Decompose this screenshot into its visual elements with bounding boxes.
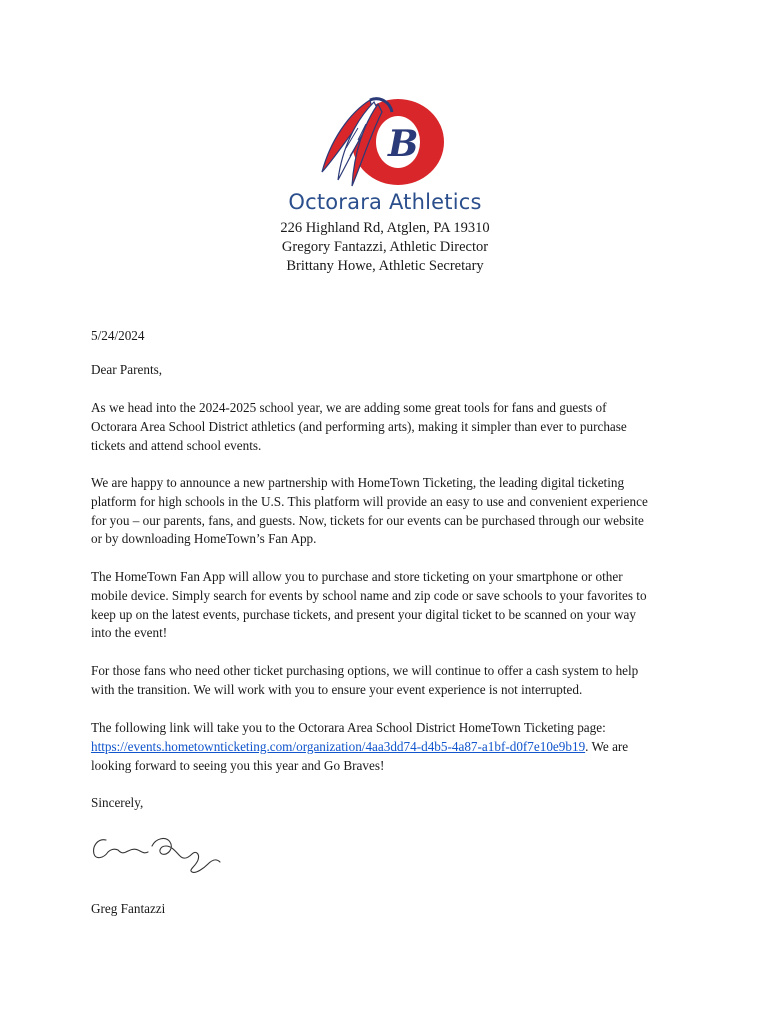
salutation: Dear Parents, [91, 362, 163, 377]
paragraph-line: tickets and attend school events. [91, 437, 262, 453]
paragraph-5 [91, 719, 686, 775]
letterhead [0, 219, 770, 276]
paragraph-line: The HomeTown Fan App will allow you to purchase and store ticketing on your smartphone or other [91, 569, 623, 584]
signer-name: Greg Fantazzi [91, 901, 166, 916]
paragraph-1 [91, 399, 686, 455]
paragraph-2 [91, 474, 686, 549]
paragraph-3 [91, 568, 686, 643]
octorara-braves-logo [318, 94, 450, 190]
paragraph-line: The following link will take you to the Octorara Area School District HomeTown Ticketing page: [91, 720, 606, 735]
paragraph-line: As we head into the 2024-2025 school year, we are adding some great tools for fans and guests of [91, 400, 607, 415]
secretary-line: Brittany Howe, Athletic Secretary [286, 258, 484, 274]
paragraph-line: or by downloading HomeTown’s Fan App. [91, 531, 317, 547]
paragraph-line: Octorara Area School District athletics (and performing arts), making it simpler than ever to purchase [91, 418, 627, 434]
paragraph-line: looking forward to seeing you this year and Go Braves! [91, 757, 385, 773]
address: 226 Highland Rd, Atglen, PA 19310 [280, 220, 490, 236]
paragraph-line: for you – our parents, fans, and guests. Now, tickets for our events can be purchased through our website [91, 512, 644, 528]
paragraph-line: mobile device. Simply search for events by school name and zip code or save schools to your favorites to [91, 587, 647, 603]
paragraph-line: with the transition. We will work with you to ensure your event experience is not interrupted. [91, 681, 583, 697]
org-name: Octorara Athletics [288, 190, 482, 214]
paragraph-line: We are happy to announce a new partnership with HomeTown Ticketing, the leading digital ticketing [91, 475, 625, 490]
closing: Sincerely, [91, 795, 144, 810]
paragraph-line: into the event! [91, 625, 168, 641]
paragraph-line: keep up on the latest events, purchase tickets, and present your digital ticket to be scanned on your way [91, 606, 636, 622]
link-line [91, 738, 686, 757]
handwritten-signature [88, 828, 228, 878]
paragraph-4 [91, 662, 686, 700]
letter-date: 5/24/2024 [91, 328, 145, 343]
ticketing-link[interactable]: https://events.hometownticketing.com/organization/4aa3dd74-d4b5-4a87-a1bf-d0f7e10e9b19 [91, 738, 586, 754]
director-line: Gregory Fantazzi, Athletic Director [281, 239, 489, 255]
logo-letter-b: B [388, 123, 419, 165]
paragraph-line: platform for high schools in the U.S. This platform will provide an easy to use and convenient experience [91, 493, 648, 509]
paragraph-line: For those fans who need other ticket purchasing options, we will continue to offer a cash system to help [91, 663, 639, 678]
link-suffix: . We are [585, 738, 629, 754]
